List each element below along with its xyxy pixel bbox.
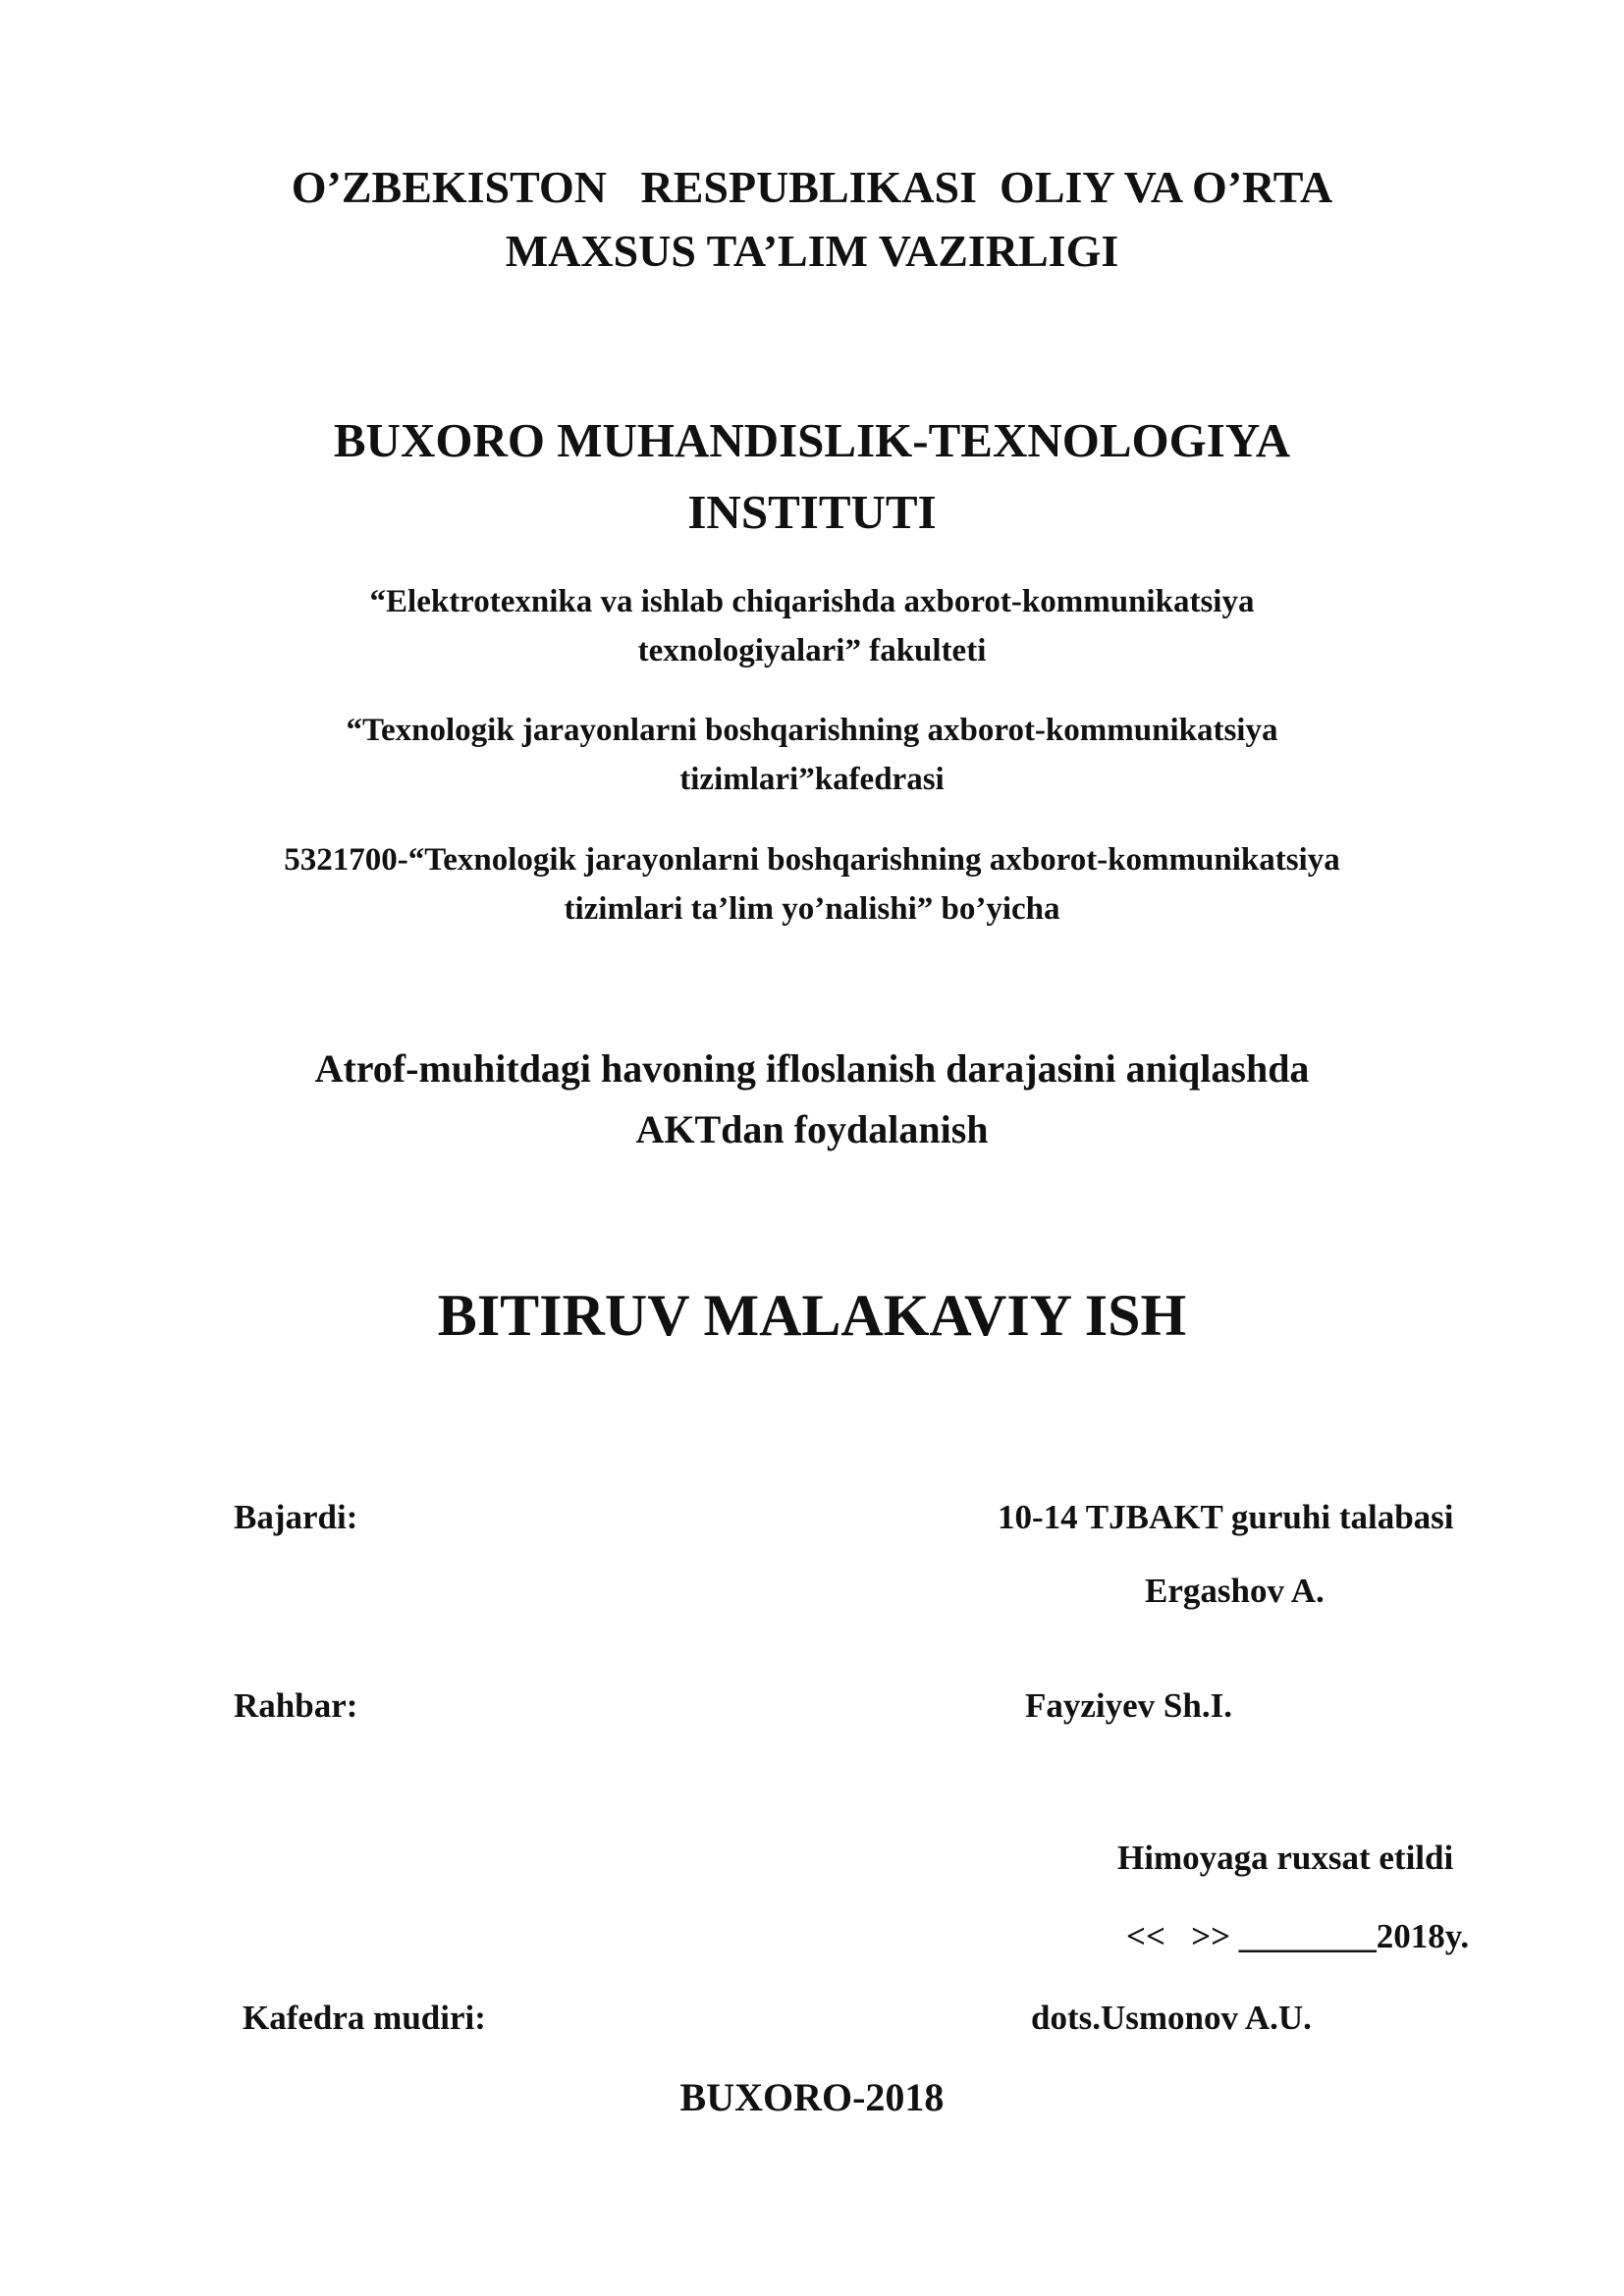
- head-of-department-name: dots.Usmonov A.U.: [1031, 1999, 1312, 2037]
- department-line-2: tizimlari”kafedrasi: [679, 762, 945, 797]
- performer-name: Ergashov A.: [1145, 1572, 1325, 1610]
- performer-group: 10-14 TJBAKT guruhi talabasi: [998, 1498, 1454, 1536]
- approval-text: Himoyaga ruxsat etildi: [1117, 1839, 1454, 1877]
- supervisor-label: Rahbar:: [234, 1686, 358, 1725]
- faculty-line-2: texnologiyalari” fakulteti: [637, 633, 987, 668]
- ministry-line-2: MAXSUS TA’LIM VAZIRLIGI: [505, 226, 1119, 276]
- specialty-line-2: tizimlari ta’lim yo’nalishi” bo’yicha: [564, 891, 1060, 927]
- department-line-1: “Texnologik jarayonlarni boshqarishning axborot-kommunikatsiya: [346, 713, 1278, 748]
- topic-line-2: AKTdan foydalanish: [635, 1107, 989, 1151]
- performer-label: Bajardi:: [234, 1498, 358, 1536]
- topic-line-1: Atrof-muhitdagi havoning ifloslanish darajasini aniqlashda: [314, 1046, 1310, 1091]
- city-year: BUXORO-2018: [679, 2075, 945, 2119]
- approval-date-line: << >> ________2018y.: [1126, 1917, 1470, 1955]
- supervisor-name: Fayziyev Sh.I.: [1025, 1686, 1232, 1725]
- head-of-department-label: Kafedra mudiri:: [243, 1999, 486, 2037]
- work-type-title: BITIRUV MALAKAVIY ISH: [437, 1283, 1187, 1348]
- specialty-line-1: 5321700-“Texnologik jarayonlarni boshqarishning axborot-kommunikatsiya: [284, 842, 1340, 878]
- faculty-line-1: “Elektrotexnika va ishlab chiqarishda axborot-kommunikatsiya: [369, 584, 1255, 619]
- institute-line-1: BUXORO MUHANDISLIK-TEXNOLOGIYA: [333, 413, 1291, 467]
- institute-line-2: INSTITUTI: [687, 485, 937, 539]
- ministry-line-1: O’ZBEKISTON RESPUBLIKASI OLIY VA O’RTA: [291, 162, 1333, 212]
